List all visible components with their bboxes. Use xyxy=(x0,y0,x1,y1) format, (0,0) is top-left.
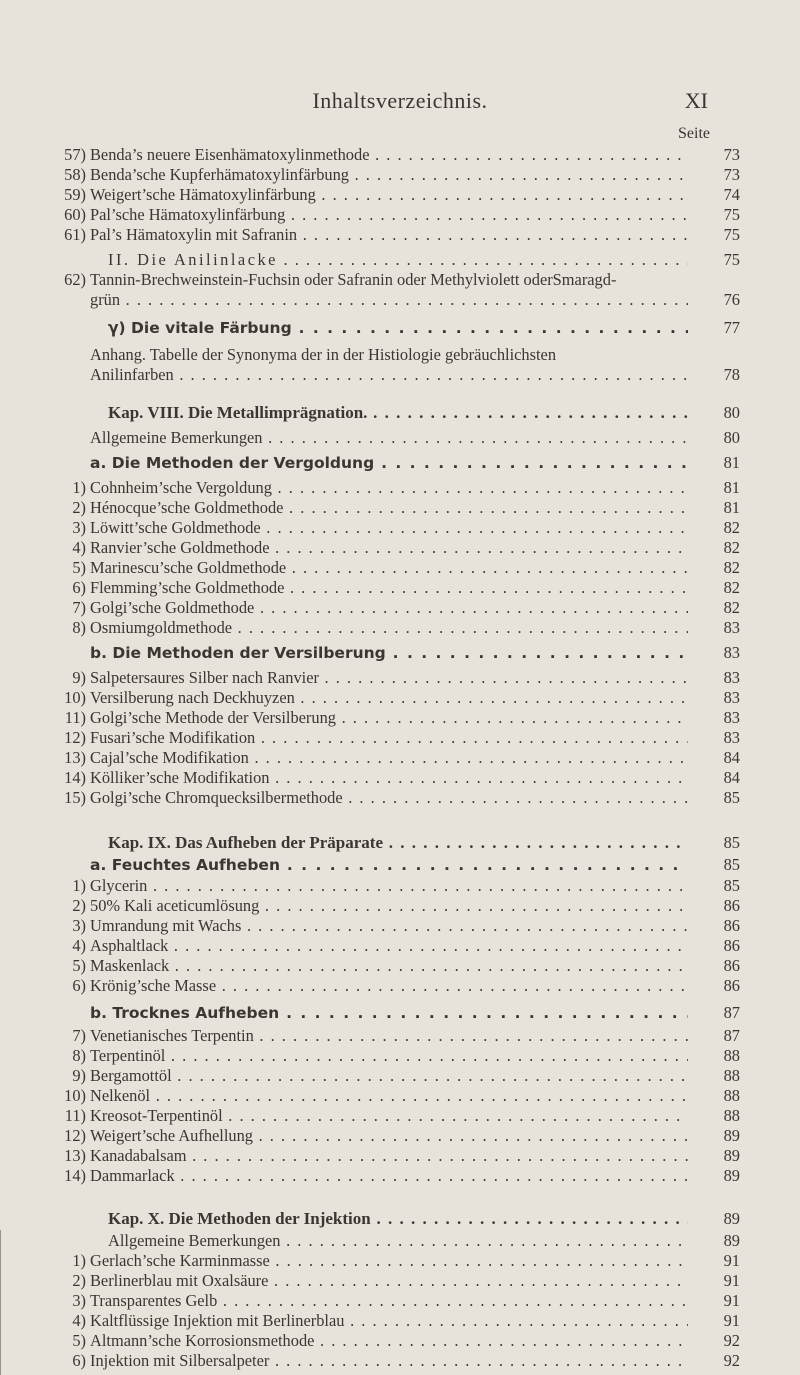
toc-entry xyxy=(50,598,740,618)
toc-entry xyxy=(50,688,740,708)
entry-title: Nelkenöl . . . xyxy=(90,1086,688,1106)
entry-page: 85 xyxy=(723,788,740,807)
entry-page: 92 xyxy=(723,1331,740,1350)
toc-entry xyxy=(50,1046,740,1066)
entry-title: Injektion mit Silbersalpeter . . . xyxy=(90,1351,688,1371)
toc-entry xyxy=(50,145,740,165)
entry-page: 91 xyxy=(723,1291,740,1310)
entry-number: 3) xyxy=(72,916,86,935)
entry-title: grün . . . xyxy=(90,290,688,310)
entry-number: 15) xyxy=(64,788,86,807)
entry-title: Krönig’sche Masse . . . xyxy=(90,976,688,996)
entry-page: 85 xyxy=(723,833,740,852)
toc-entry xyxy=(50,403,740,423)
entry-number: 61) xyxy=(64,225,86,244)
toc-entry xyxy=(50,976,740,996)
toc-entry xyxy=(50,1351,740,1371)
toc-entry xyxy=(50,896,740,916)
entry-title: Golgi’sche Methode der Versilberung . . . xyxy=(90,708,688,728)
entry-title: Weigert’sche Aufhellung . . . xyxy=(90,1126,688,1146)
entry-title: Golgi’sche Goldmethode . . . xyxy=(90,598,688,618)
entry-title: Cohnheim’sche Vergoldung . . . xyxy=(90,478,688,498)
entry-number: 13) xyxy=(64,748,86,767)
entry-title: Golgi’sche Chromquecksilbermethode . . . xyxy=(90,788,688,808)
entry-title: Dammarlack . . . xyxy=(90,1166,688,1186)
entry-title: Anhang. Tabelle der Synonyma der in der Histiologie gebräuchlichsten xyxy=(90,345,557,364)
entry-page: 80 xyxy=(723,428,740,447)
entry-title: b. Die Methoden der Versilberung . . . xyxy=(90,643,688,663)
entry-title: II. Die Anilinlacke . . . xyxy=(108,250,688,270)
entry-title: 50% Kali aceticumlösung . . . xyxy=(90,896,688,916)
toc-entry xyxy=(50,270,740,290)
entry-page: 88 xyxy=(723,1066,740,1085)
entry-title: Gerlach’sche Karminmasse . . . xyxy=(90,1251,688,1271)
toc-entry xyxy=(50,428,740,448)
entry-title: Glycerin . . . xyxy=(90,876,688,896)
entry-number: 4) xyxy=(72,538,86,557)
toc-entry xyxy=(50,538,740,558)
entry-number: 4) xyxy=(72,936,86,955)
entry-title: Kanadabalsam . . . xyxy=(90,1146,688,1166)
toc-entry xyxy=(50,916,740,936)
entry-page: 82 xyxy=(723,538,740,557)
entry-title: Pal’sche Hämatoxylinfärbung . . . xyxy=(90,205,688,225)
entry-title: Altmann’sche Korrosionsmethode . . . xyxy=(90,1331,688,1351)
toc-entry xyxy=(50,1146,740,1166)
entry-page: 82 xyxy=(723,598,740,617)
entry-title: Bergamottöl . . . xyxy=(90,1066,688,1086)
entry-page: 92 xyxy=(723,1351,740,1370)
entry-number: 5) xyxy=(72,558,86,577)
toc-entry xyxy=(50,956,740,976)
entry-number: 10) xyxy=(64,688,86,707)
entry-title: Kap. X. Die Methoden der Injektion . . . xyxy=(108,1209,688,1229)
entry-number: 3) xyxy=(72,1291,86,1310)
entry-number: 13) xyxy=(64,1146,86,1165)
entry-title: Umrandung mit Wachs . . . xyxy=(90,916,688,936)
entry-number: 57) xyxy=(64,145,86,164)
entry-title: Allgemeine Bemerkungen . . . xyxy=(108,1231,688,1251)
entry-page: 81 xyxy=(723,453,740,472)
toc-entry xyxy=(50,1331,740,1351)
entry-page: 83 xyxy=(723,618,740,637)
toc-entry xyxy=(50,1291,740,1311)
entry-page: 89 xyxy=(723,1146,740,1165)
toc-entry xyxy=(50,1126,740,1146)
entry-number: 5) xyxy=(72,1331,86,1350)
entry-page: 88 xyxy=(723,1106,740,1125)
entry-title: Ranvier’sche Goldmethode . . . xyxy=(90,538,688,558)
entry-title: Kap. IX. Das Aufheben der Präparate . . . xyxy=(108,833,688,853)
entry-number: 14) xyxy=(64,768,86,787)
entry-page: 89 xyxy=(723,1126,740,1145)
entry-number: 8) xyxy=(72,618,86,637)
entry-number: 3) xyxy=(72,518,86,537)
entry-number: 62) xyxy=(64,270,86,289)
entry-page: 89 xyxy=(723,1209,740,1228)
entry-number: 59) xyxy=(64,185,86,204)
entry-page: 86 xyxy=(723,936,740,955)
entry-number: 11) xyxy=(64,1106,86,1125)
toc-entry xyxy=(50,290,740,310)
entry-number: 11) xyxy=(64,708,86,727)
entry-page: 89 xyxy=(723,1231,740,1250)
toc-entry xyxy=(50,833,740,853)
entry-title: Benda’sche Kupferhämatoxylinfärbung . . . xyxy=(90,165,688,185)
entry-number: 6) xyxy=(72,976,86,995)
entry-page: 83 xyxy=(723,728,740,747)
entry-number: 1) xyxy=(72,876,86,895)
entry-page: 88 xyxy=(723,1086,740,1105)
page-number: XI xyxy=(684,88,708,113)
toc-entry xyxy=(50,768,740,788)
toc-entry xyxy=(50,618,740,638)
toc-entry xyxy=(50,518,740,538)
entry-title: Kap. VIII. Die Metallimprägnation. . . . xyxy=(108,403,688,423)
toc-entry xyxy=(50,1209,740,1229)
entry-title: Transparentes Gelb . . . xyxy=(90,1291,688,1311)
entry-page: 85 xyxy=(723,876,740,895)
page-header xyxy=(0,88,800,120)
entry-page: 76 xyxy=(723,290,740,309)
toc-entry xyxy=(50,498,740,518)
entry-title: a. Feuchtes Aufheben . . . xyxy=(90,855,688,875)
entry-title: Marinescu’sche Goldmethode . . . xyxy=(90,558,688,578)
entry-page: 74 xyxy=(723,185,740,204)
toc-entry xyxy=(50,225,740,245)
entry-page: 75 xyxy=(723,205,740,224)
toc-entry xyxy=(50,668,740,688)
entry-title: Löwitt’sche Goldmethode . . . xyxy=(90,518,688,538)
toc-entry xyxy=(50,185,740,205)
entry-title: Osmiumgoldmethode . . . xyxy=(90,618,688,638)
page-column-label: Seite xyxy=(678,125,710,142)
entry-page: 91 xyxy=(723,1251,740,1270)
entry-number: 58) xyxy=(64,165,86,184)
entry-title: Versilberung nach Deckhuyzen . . . xyxy=(90,688,688,708)
toc-entry xyxy=(50,1106,740,1126)
entry-title: Pal’s Hämatoxylin mit Safranin . . . xyxy=(90,225,688,245)
entry-number: 12) xyxy=(64,728,86,747)
entry-number: 2) xyxy=(72,1271,86,1290)
entry-number: 9) xyxy=(72,668,86,687)
entry-page: 83 xyxy=(723,708,740,727)
entry-title: Tannin-Brechweinstein-Fuchsin oder Safranin oder Methylviolett oderSmaragd- xyxy=(90,270,617,289)
toc-entry xyxy=(50,1066,740,1086)
entry-page: 82 xyxy=(723,518,740,537)
entry-page: 86 xyxy=(723,896,740,915)
entry-number: 4) xyxy=(72,1311,86,1330)
entry-page: 83 xyxy=(723,643,740,662)
entry-title: Flemming’sche Goldmethode . . . xyxy=(90,578,688,598)
entry-page: 83 xyxy=(723,668,740,687)
entry-number: 1) xyxy=(72,1251,86,1270)
toc-entry xyxy=(50,1166,740,1186)
entry-title: Kölliker’sche Modifikation . . . xyxy=(90,768,688,788)
entry-title: Kreosot-Terpentinöl . . . xyxy=(90,1106,688,1126)
entry-page: 78 xyxy=(723,365,740,384)
entry-page: 77 xyxy=(723,318,740,337)
entry-number: 6) xyxy=(72,578,86,597)
entry-page: 82 xyxy=(723,558,740,577)
toc-entry xyxy=(50,708,740,728)
toc-entry xyxy=(50,1271,740,1291)
entry-number: 8) xyxy=(72,1046,86,1065)
entry-number: 1) xyxy=(72,478,86,497)
entry-page: 73 xyxy=(723,145,740,164)
toc-entry xyxy=(50,876,740,896)
entry-number: 9) xyxy=(72,1066,86,1085)
entry-page: 87 xyxy=(723,1003,740,1022)
entry-number: 2) xyxy=(72,498,86,517)
entry-title: Allgemeine Bemerkungen . . . xyxy=(90,428,688,448)
entry-number: 60) xyxy=(64,205,86,224)
toc-entry xyxy=(50,318,740,338)
entry-title: Venetianisches Terpentin . . . xyxy=(90,1026,688,1046)
toc-entry xyxy=(50,748,740,768)
entry-number: 7) xyxy=(72,1026,86,1045)
entry-number: 5) xyxy=(72,956,86,975)
toc-entry xyxy=(50,365,740,385)
toc-entry xyxy=(50,558,740,578)
entry-page: 75 xyxy=(723,250,740,269)
entry-title: Cajal’sche Modifikation . . . xyxy=(90,748,688,768)
running-title: Inhaltsverzeichnis. xyxy=(312,88,488,113)
toc-entry xyxy=(50,453,740,473)
entry-page: 86 xyxy=(723,976,740,995)
toc-entry xyxy=(50,1003,740,1023)
entry-number: 12) xyxy=(64,1126,86,1145)
entry-page: 83 xyxy=(723,688,740,707)
toc-entry xyxy=(50,345,740,365)
toc-entry xyxy=(50,1251,740,1271)
entry-page: 86 xyxy=(723,956,740,975)
entry-page: 84 xyxy=(723,748,740,767)
entry-title: γ) Die vitale Färbung . . . xyxy=(108,318,688,338)
entry-page: 84 xyxy=(723,768,740,787)
entry-title: Terpentinöl . . . xyxy=(90,1046,688,1066)
toc-entry xyxy=(50,643,740,663)
entry-page: 81 xyxy=(723,498,740,517)
entry-title: Salpetersaures Silber nach Ranvier . . . xyxy=(90,668,688,688)
entry-page: 75 xyxy=(723,225,740,244)
toc-entry xyxy=(50,478,740,498)
toc-entry xyxy=(50,1086,740,1106)
toc-entry xyxy=(50,936,740,956)
toc-entry xyxy=(50,250,740,270)
entry-page: 73 xyxy=(723,165,740,184)
entry-page: 89 xyxy=(723,1166,740,1185)
entry-number: 10) xyxy=(64,1086,86,1105)
toc-entry xyxy=(50,788,740,808)
toc-entry xyxy=(50,1311,740,1331)
page-edge xyxy=(0,1230,1,1375)
entry-number: 14) xyxy=(64,1166,86,1185)
entry-page: 86 xyxy=(723,916,740,935)
entry-title: Maskenlack . . . xyxy=(90,956,688,976)
entry-title: Weigert’sche Hämatoxylinfärbung . . . xyxy=(90,185,688,205)
toc-entry xyxy=(50,1026,740,1046)
toc-entry xyxy=(50,728,740,748)
entry-page: 91 xyxy=(723,1271,740,1290)
entry-title: Fusari’sche Modifikation . . . xyxy=(90,728,688,748)
entry-page: 80 xyxy=(723,403,740,422)
entry-title: Hénocque’sche Goldmethode . . . xyxy=(90,498,688,518)
entry-title: Anilinfarben . . . xyxy=(90,365,688,385)
entry-page: 85 xyxy=(723,855,740,874)
toc-entry xyxy=(50,578,740,598)
toc-entry xyxy=(50,205,740,225)
entry-number: 2) xyxy=(72,896,86,915)
entry-title: a. Die Methoden der Vergoldung . . . xyxy=(90,453,688,473)
entry-number: 7) xyxy=(72,598,86,617)
entry-title: Benda’s neuere Eisenhämatoxylinmethode . . . xyxy=(90,145,688,165)
toc-entry xyxy=(50,1231,740,1251)
entry-page: 81 xyxy=(723,478,740,497)
entry-page: 82 xyxy=(723,578,740,597)
entry-title: Berlinerblau mit Oxalsäure . . . xyxy=(90,1271,688,1291)
toc-entry xyxy=(50,165,740,185)
toc-entry xyxy=(50,855,740,875)
entry-page: 88 xyxy=(723,1046,740,1065)
entry-title: Asphaltlack . . . xyxy=(90,936,688,956)
entry-title: b. Trocknes Aufheben . . . xyxy=(90,1003,688,1023)
entry-number: 6) xyxy=(72,1351,86,1370)
entry-page: 87 xyxy=(723,1026,740,1045)
entry-title: Kaltflüssige Injektion mit Berlinerblau . . . xyxy=(90,1311,688,1331)
entry-page: 91 xyxy=(723,1311,740,1330)
